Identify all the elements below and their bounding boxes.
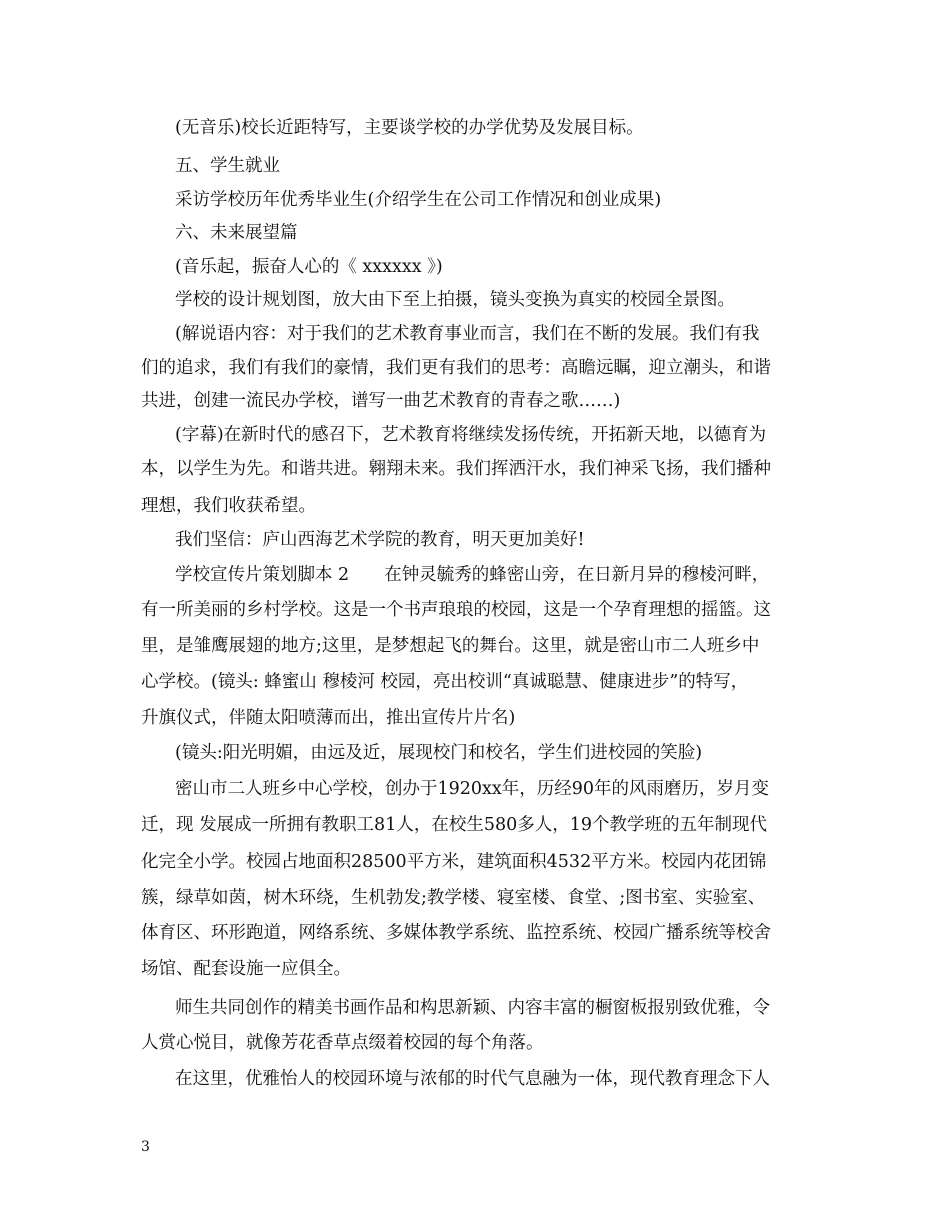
paragraph-line: (音乐起，振奋人心的《 xxxxxx 》) — [175, 257, 443, 277]
paragraph-line: (无音乐)校长近距特写，主要谈学校的办学优势及发展目标。 — [175, 118, 644, 138]
paragraph-line: 迁，现 发展成一所拥有教职工81人，在校生580多人，19个教学班的五年制现代 — [141, 815, 767, 835]
page-number: 3 — [141, 1139, 150, 1155]
paragraph-line: 心学校。(镜头: 蜂蜜山 穆棱河 校园，亮出校训“真诚聪慧、健康进步”的特写， — [141, 672, 749, 692]
paragraph-line: 场馆、配套设施一应俱全。 — [141, 959, 351, 979]
paragraph-line: 里，是雏鹰展翅的地方;这里，是梦想起飞的舞台。这里，就是密山市二人班乡中 — [141, 636, 760, 656]
paragraph-line: 人赏心悦目，就像芳花香草点缀着校园的每个角落。 — [141, 1033, 544, 1053]
paragraph-line: 簇，绿草如茵，树木环绕，生机勃发;教学楼、寝室楼、食堂、;图书室、实验室、 — [141, 888, 766, 908]
paragraph-line: (解说语内容：对于我们的艺术教育事业而言，我们在不断的发展。我们有我 — [175, 324, 760, 344]
section-heading: 五、学生就业 — [175, 156, 280, 176]
paragraph-line: 理想，我们收获希望。 — [141, 496, 316, 516]
paragraph-line: 在这里，优雅怡人的校园环境与浓郁的时代气息融为一体，现代教育理念下人 — [175, 1069, 770, 1089]
paragraph-line: 采访学校历年优秀毕业生(介绍学生在公司工作情况和创业成果) — [175, 190, 662, 210]
paragraph-line: (字幕)在新时代的感召下，艺术教育将继续发扬传统，开拓新天地，以德育为 — [175, 425, 767, 445]
paragraph-line: 学校宣传片策划脚本 2 在钟灵毓秀的蜂密山旁，在日新月异的穆棱河畔， — [175, 565, 770, 585]
paragraph-line: 学校的设计规划图，放大由下至上拍摄，镜头变换为真实的校园全景图。 — [175, 290, 735, 310]
paragraph-line: 共进，创建一流民办学校，谱写一曲艺术教育的青春之歌……) — [141, 391, 621, 411]
paragraph-line: 密山市二人班乡中心学校，创办于1920xx年，历经90年的风雨磨历，岁月变 — [175, 779, 770, 799]
paragraph-line: 升旗仪式，伴随太阳喷薄而出，推出宣传片片名) — [141, 708, 516, 728]
paragraph-line: 本，以学生为先。和谐共进。翱翔未来。我们挥洒汗水，我们神采飞扬，我们播种 — [141, 459, 771, 479]
paragraph-line: 体育区、环形跑道，网络系统、多媒体教学系统、监控系统、校园广播系统等校舍 — [141, 923, 771, 943]
paragraph-line: 们的追求，我们有我们的豪情，我们更有我们的思考：高瞻远瞩，迎立潮头，和谐 — [141, 358, 771, 378]
paragraph-line: 我们坚信：庐山西海艺术学院的教育，明天更加美好! — [175, 530, 585, 550]
paragraph-line: 化完全小学。校园占地面积28500平方米，建筑面积4532平方米。校园内花团锦 — [141, 852, 767, 872]
paragraph-line: 有一所美丽的乡村学校。这是一个书声琅琅的校园，这是一个孕育理想的摇篮。这 — [141, 600, 771, 620]
paragraph-line: 师生共同创作的精美书画作品和构思新颖、内容丰富的橱窗板报别致优雅，令 — [175, 998, 770, 1018]
section-heading: 六、未来展望篇 — [175, 223, 298, 243]
paragraph-line: (镜头:阳光明媚，由远及近，展现校门和校名，学生们进校园的笑脸) — [175, 743, 703, 763]
